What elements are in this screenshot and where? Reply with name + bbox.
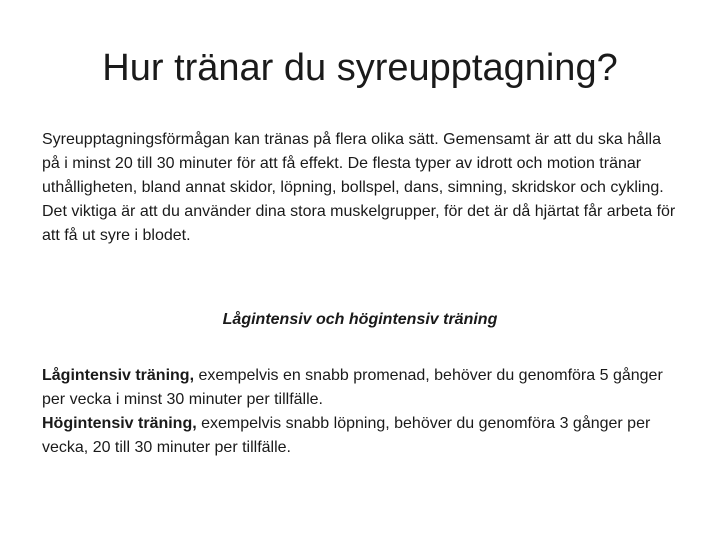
section-subheading: Lågintensiv och högintensiv träning — [222, 311, 498, 328]
slide-title: Hur tränar du syreupptagning? — [102, 47, 618, 89]
high-intensity-label: Högintensiv träning, — [42, 415, 197, 432]
intro-paragraph: Syreupptagningsförmågan kan tränas på flera olika sätt. Gemensamt är att du ska hålla på i minst 20 till 30 minuter för att få effekt. De flesta typer av idrott och motion tränar uthålligheten, bland annat skidor, löpning, bollspel, dans, simning, skridskor och cykling. — [42, 131, 664, 196]
training-text-block — [42, 364, 682, 460]
high-intensity-text: exempelvis snabb löpning, behöver du genomföra 3 gånger per vecka, 20 till 30 minuter per tillfälle. — [42, 415, 651, 456]
intro-paragraph: Det viktiga är att du använder dina stora muskelgrupper, för det är då hjärtat får arbeta för att få ut syre i blodet. — [42, 203, 676, 244]
low-intensity-paragraph — [42, 364, 682, 412]
low-intensity-text: exempelvis en snabb promenad, behöver du genomföra 5 gånger per vecka i minst 30 minuter per tillfälle. — [42, 367, 663, 408]
low-intensity-label: Lågintensiv träning, — [42, 367, 195, 384]
high-intensity-paragraph — [42, 412, 682, 460]
intro-text-block — [42, 128, 682, 248]
